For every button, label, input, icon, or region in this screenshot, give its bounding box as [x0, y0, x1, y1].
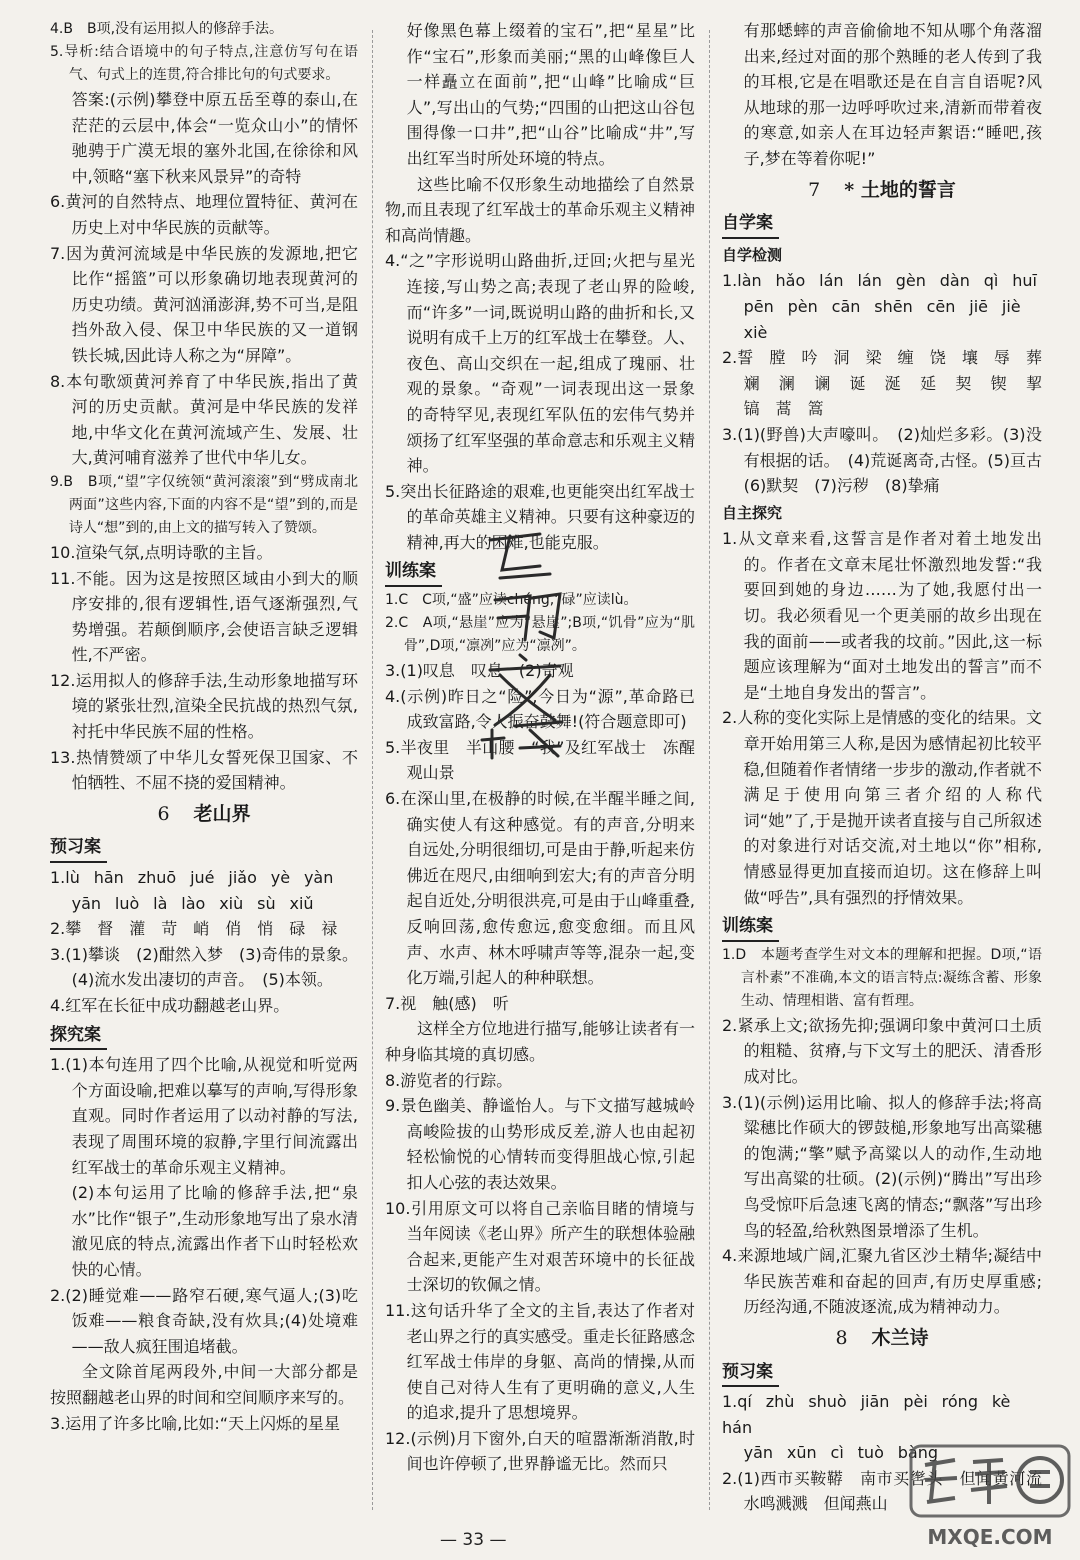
answer-item: 6.黄河的自然特点、地理位置特征、黄河在历史上对中华民族的贡献等。	[50, 192, 358, 237]
section-header-preview: 预习案	[50, 835, 107, 863]
answer-item: 11.不能。因为这是按照区域由小到大的顺序安排的,很有逻辑性,语气逐渐强烈,气势增强。若颠倒顺序,会使语言缺乏逻辑性,不严密。	[50, 568, 358, 665]
section-header-selfstudy: 自学案	[722, 211, 779, 239]
answer-item: 4.(示例)昨日之“险”,今日为“源”,革命路已成致富路,令人振奋鼓舞!(符合题意即可)	[385, 686, 695, 732]
answer-item: 这样全方位地进行描写,能够让读者有一种身临其境的真切感。	[385, 1019, 695, 1064]
answer-item: 答案:(示例)攀登中原五岳至尊的泰山,在茫茫的云层中,体会“一览众山小”的情怀 驰骋于广漠无垠的塞外北国,在徐徐和风中,领略“塞下秋来风景异”的奇特	[71, 90, 375, 186]
answer-item: 4.“之”字形说明山路曲折,迂回;火把与星光连接,写山势之高;表现了老山界的险峻,而“许多”一词,既说明山路的曲折和长,又说明有成千上万的红军战士在攀登。人、夜色、高山交织在一起,组成了瑰丽、壮观的景象。“奇观”一词表现出这一景象的奇特罕见,表现红军队伍的宏伟气势并颂扬了红军坚强的革命意志和乐观主义精神。	[385, 251, 695, 476]
answer-item: 好像黑色幕上缀着的宝石”,把“星星”比作“宝石”,形象而美丽;“黑的山峰像巨人一样矗立在面前”,把“山峰”比喻成“巨人”,写出山的气势;“四围的山把这山谷包围得像一口井”,把“山谷”比喻成“井”,写出红军当时所处环境的特点。	[406, 21, 695, 168]
section-header-preview-2: 预习案	[722, 1360, 779, 1388]
answer-item: 3.(1)叹息 叹息 (2)奇观	[385, 661, 574, 681]
answer-item: 3.(1)攀谈 (2)酣然入梦 (3)奇伟的景象。(4)流水发出凄切的声音。 (5)本领。	[50, 944, 358, 990]
answer-item: 4.来源地域广阔,汇聚九省区沙土精华;凝结中华民族苦难和奋起的回声,有历史厚重感;历经沟通,不随波逐流,成为精神动力。	[722, 1246, 1042, 1317]
site-logo-watermark	[905, 1440, 1075, 1555]
pinyin-line: pēn pèn cān shēn cēn jiē jiè	[743, 296, 1021, 316]
answer-item: 7.因为黄河流域是中华民族的发源地,把它比作“摇篮”可以形象确切地表现黄河的历史功绩。黄河汹涌澎湃,势不可当,是阻挡外敌入侵、保卫中华民族的又一道钢铁长城,因此诗人称之为“屏障”。	[50, 243, 358, 365]
pinyin-line: yān xūn cì tuò bàng	[743, 1443, 939, 1463]
answer-item: 4.B B项,没有运用拟人的修辞手法。	[50, 21, 284, 37]
pinyin-line: 1.qí zhù shuò jiān pèi róng kè hán	[722, 1392, 1011, 1437]
answer-item: 4.红军在长征中成功翻越老山界。	[50, 996, 290, 1015]
answer-item: 9.景色幽美、静谧怡人。与下文描写越城岭高峻险拔的山势形成反差,游人也由起初轻松愉悦的心情转而变得胆战心惊,引起扣人心弦的表达效果。	[385, 1096, 695, 1192]
answer-item: 1.C C项,“盛”应读chéng,“碌”应读lù。	[385, 592, 638, 609]
pinyin-line: yān luò là lào xiù sù xiǔ	[71, 893, 314, 913]
answer-item: 有那蟋蟀的声音偷偷地不知从哪个角落溜出来,经过对面的那个熟睡的老人传到了我的耳根,它是在唱歌还是在自言自语呢?风从地球的那一边呼呼吹过来,清新而带着夜的寒意,如亲人在耳边轻声絮语:“睡吧,孩子,梦在等着你呢!”	[743, 21, 1042, 168]
column-3	[722, 18, 1059, 1517]
section-header-training: 训练案	[385, 559, 442, 587]
answer-item: 10.引用原文可以将自己亲临目睹的情境与当年阅读《老山界》所产生的联想体验融合起来,更能产生对艰苦环境中的长征战士深切的钦佩之情。	[385, 1198, 695, 1295]
section-header-explore: 探究案	[50, 1023, 107, 1051]
lesson-8-title: 8 木兰诗	[835, 1326, 929, 1349]
column-divider-right	[709, 30, 710, 1510]
answer-item: 全文除首尾两段外,中间一大部分都是按照翻越老山界的时间和空间顺序来写的。	[50, 1362, 358, 1407]
answer-item: 12.(示例)月下窗外,白天的喧嚣渐渐消散,时间也许停顿了,世界静谧无比。然而只	[385, 1428, 695, 1474]
answer-item: 2.攀 督 灌 苛 峭 俏 悄 碌 禄	[50, 919, 338, 939]
answer-item: 2.人称的变化实际上是情感的变化的结果。文章开始用第三人称,是因为感情起初比较平稳,但随着作者情绪一步步的激动,作者就不满足于使用向第三者介绍的人称代词“她”了,于是抛开读者直接与自己所叙述的对象进行对话交流,对土地以“你”相称,情感显得更加直接而迫切。这在修辞上叫做“呼告”,具有强烈的抒情效果。	[722, 708, 1042, 907]
page-number: — 33 —	[440, 1530, 507, 1550]
answer-item: (2)本句运用了比喻的修辞手法,把“泉水”比作“银子”,生动形象地写出了泉水清澈见底的特点,流露出作者下山时轻松欢快的心情。	[71, 1183, 358, 1279]
answer-item: 11.这句话升华了全文的主旨,表达了作者对老山界之行的真实感受。重走长征路感念红军战士伟岸的身躯、高尚的情操,从而使自己对待人生有了更明确的意义,人生的追求,提升了思想境界。	[385, 1300, 695, 1423]
column-divider-left	[372, 30, 373, 1510]
answer-item: 3.(1)(野兽)大声嚎叫。 (2)灿烂多彩。(3)没有根据的话。 (4)荒诞离奇,古怪。(5)亘古 (6)默契 (7)污秽 (8)挚痛	[722, 424, 1059, 496]
handwritten-watermark	[470, 520, 580, 760]
answer-item: 8.游览者的行踪。	[385, 1070, 513, 1090]
subheader-self-check: 自学检测	[722, 245, 783, 264]
svg-text:MXQE.COM: MXQE.COM	[927, 1525, 1053, 1549]
column-1	[50, 18, 375, 1436]
lesson-7-title: 7 * 土地的誓言	[808, 178, 956, 201]
answer-item: 3.运用了许多比喻,比如:“天上闪烁的星星	[50, 1413, 341, 1433]
answer-item: 2.(1)西市买鞍鞯 南市买辔头 但闻黄河流水鸣溅溅 但闻燕山	[722, 1468, 1042, 1514]
answer-item: 5.半夜里 半山腰 “我”及红军战士 冻醒 观山景	[385, 737, 712, 783]
answer-item: 13.热情赞颂了中华儿女誓死保卫国家、不怕牺牲、不屈不挠的爱国精神。	[50, 747, 358, 793]
answer-item: 5.导析:结合语境中的句子特点,注意仿写句在语气、句式上的连贯,符合排比句的句式要求。	[50, 44, 358, 83]
answer-item: 这些比喻不仅形象生动地描绘了自然景物,而且表现了红军战士的革命乐观主义精神和高尚情趣。	[385, 174, 695, 245]
answer-item: 7.视 触(感) 听	[385, 993, 509, 1013]
answer-item: 5.突出长征路途的艰难,也更能突出红军战士的革命英雄主义精神。只要有这种豪迈的精神,再大的困难,也能克服。	[385, 481, 695, 552]
answer-item: 10.渲染气氛,点明诗歌的主旨。	[50, 542, 273, 562]
answer-item: 6.在深山里,在极静的时候,在半醒半睡之间,确实使人有这种感觉。有的声音,分明来自远处,分明很细切,可是由于静,听起来仿佛近在咫尺,由细响到宏大;有的声音分明起自近处,分明很洪亮,可是由于山峰重叠,反响回荡,愈传愈远,愈变愈细。而且风声、水声、林木呼啸声等等,混杂一起,变化万端,引起人的种种联想。	[385, 789, 695, 988]
answer-item: 1.(1)本句连用了四个比喻,从视觉和听觉两个方面设喻,把难以摹写的声响,写得形象直观。同时作者运用了以动衬静的写法,表现了周围环境的寂静,字里行间流露出红军战士的革命乐观主义精神。	[50, 1055, 358, 1177]
pinyin-line: xiè	[743, 322, 768, 342]
answer-item: 1.D 本题考查学生对文本的理解和把握。D项,“语言朴素”不准确,本文的语言特点:凝练含蓄、形象生动、情理相谐、富有哲理。	[722, 946, 1042, 1009]
answer-item: 1.从文章来看,这誓言是作者对着土地发出的。作者在文章末尾壮怀激烈地发誓:“我要回到她的身边……为了她,我愿付出一切。我必须看见一个更美丽的故乡出现在我的面前——或者我的坟前。”因此,这一标题应该理解为“面对土地发出的誓言”而不是“土地自身发出的誓言”。	[722, 529, 1042, 702]
lesson-6-title: 6 老山界	[157, 802, 251, 825]
answer-item: 3.(1)(示例)运用比喻、拟人的修辞手法;将高粱穗比作硕大的锣鼓槌,形象地写出高粱穗的饱满;“擎”赋予高粱以人的动作,生动地写出高粱的壮硕。(2)(示例)“腾出”写出珍鸟受惊吓后急速飞离的情态;“飘落”写出珍鸟的轻盈,给秋熟图景增添了生机。	[722, 1092, 1042, 1240]
pinyin-line: 1.lù hān zhuō jué jiǎo yè yàn	[50, 868, 334, 888]
answer-item: 9.B B项,“望”字仅统领“黄河滚滚”到“劈成南北两面”这些内容,下面的内容不是“望”到的,而是诗人“想”到的,由上文的描写转入了赞颂。	[50, 473, 358, 536]
section-header-training-2: 训练案	[722, 914, 779, 942]
answer-item: 2.誓 膛 吟 洞 梁 缠 饶 壤 辱 葬 斓 澜 谰 诞 涎 延 契 锲 挈 镐 蒿 篙	[722, 348, 1059, 419]
answer-item: 12.运用拟人的修辞手法,生动形象地描写环境的紧张壮烈,渲染全民抗战的热烈气氛,衬托中华民族不屈的性格。	[50, 670, 358, 742]
pinyin-line: 1.làn hǎo lán lán gèn dàn qì huī	[722, 271, 1037, 291]
subheader-self-explore: 自主探究	[722, 503, 783, 522]
answer-item: 2.(2)睡觉难——路窄石硬,寒气逼人;(3)吃饭难——粮食奇缺,没有炊具;(4)处境难——敌人疯狂围追堵截。	[50, 1285, 358, 1356]
answer-item: 8.本句歌颂黄河养育了中华民族,指出了黄河的历史贡献。黄河是中华民族的发祥地,中华文化在黄河流域产生、发展、壮大,黄河哺育滋养了世代中华儿女。	[50, 371, 358, 468]
answer-item: 2.紧承上文;欲扬先抑;强调印象中黄河口土质的粗糙、贫瘠,与下文写土的肥沃、清香形成对比。	[722, 1015, 1042, 1086]
answer-item: 2.C A项,“悬崖”应为“悬崖”;B项,“饥骨”应为“肌骨”,D项,“凛冽”应为“凛冽”。	[385, 615, 695, 655]
